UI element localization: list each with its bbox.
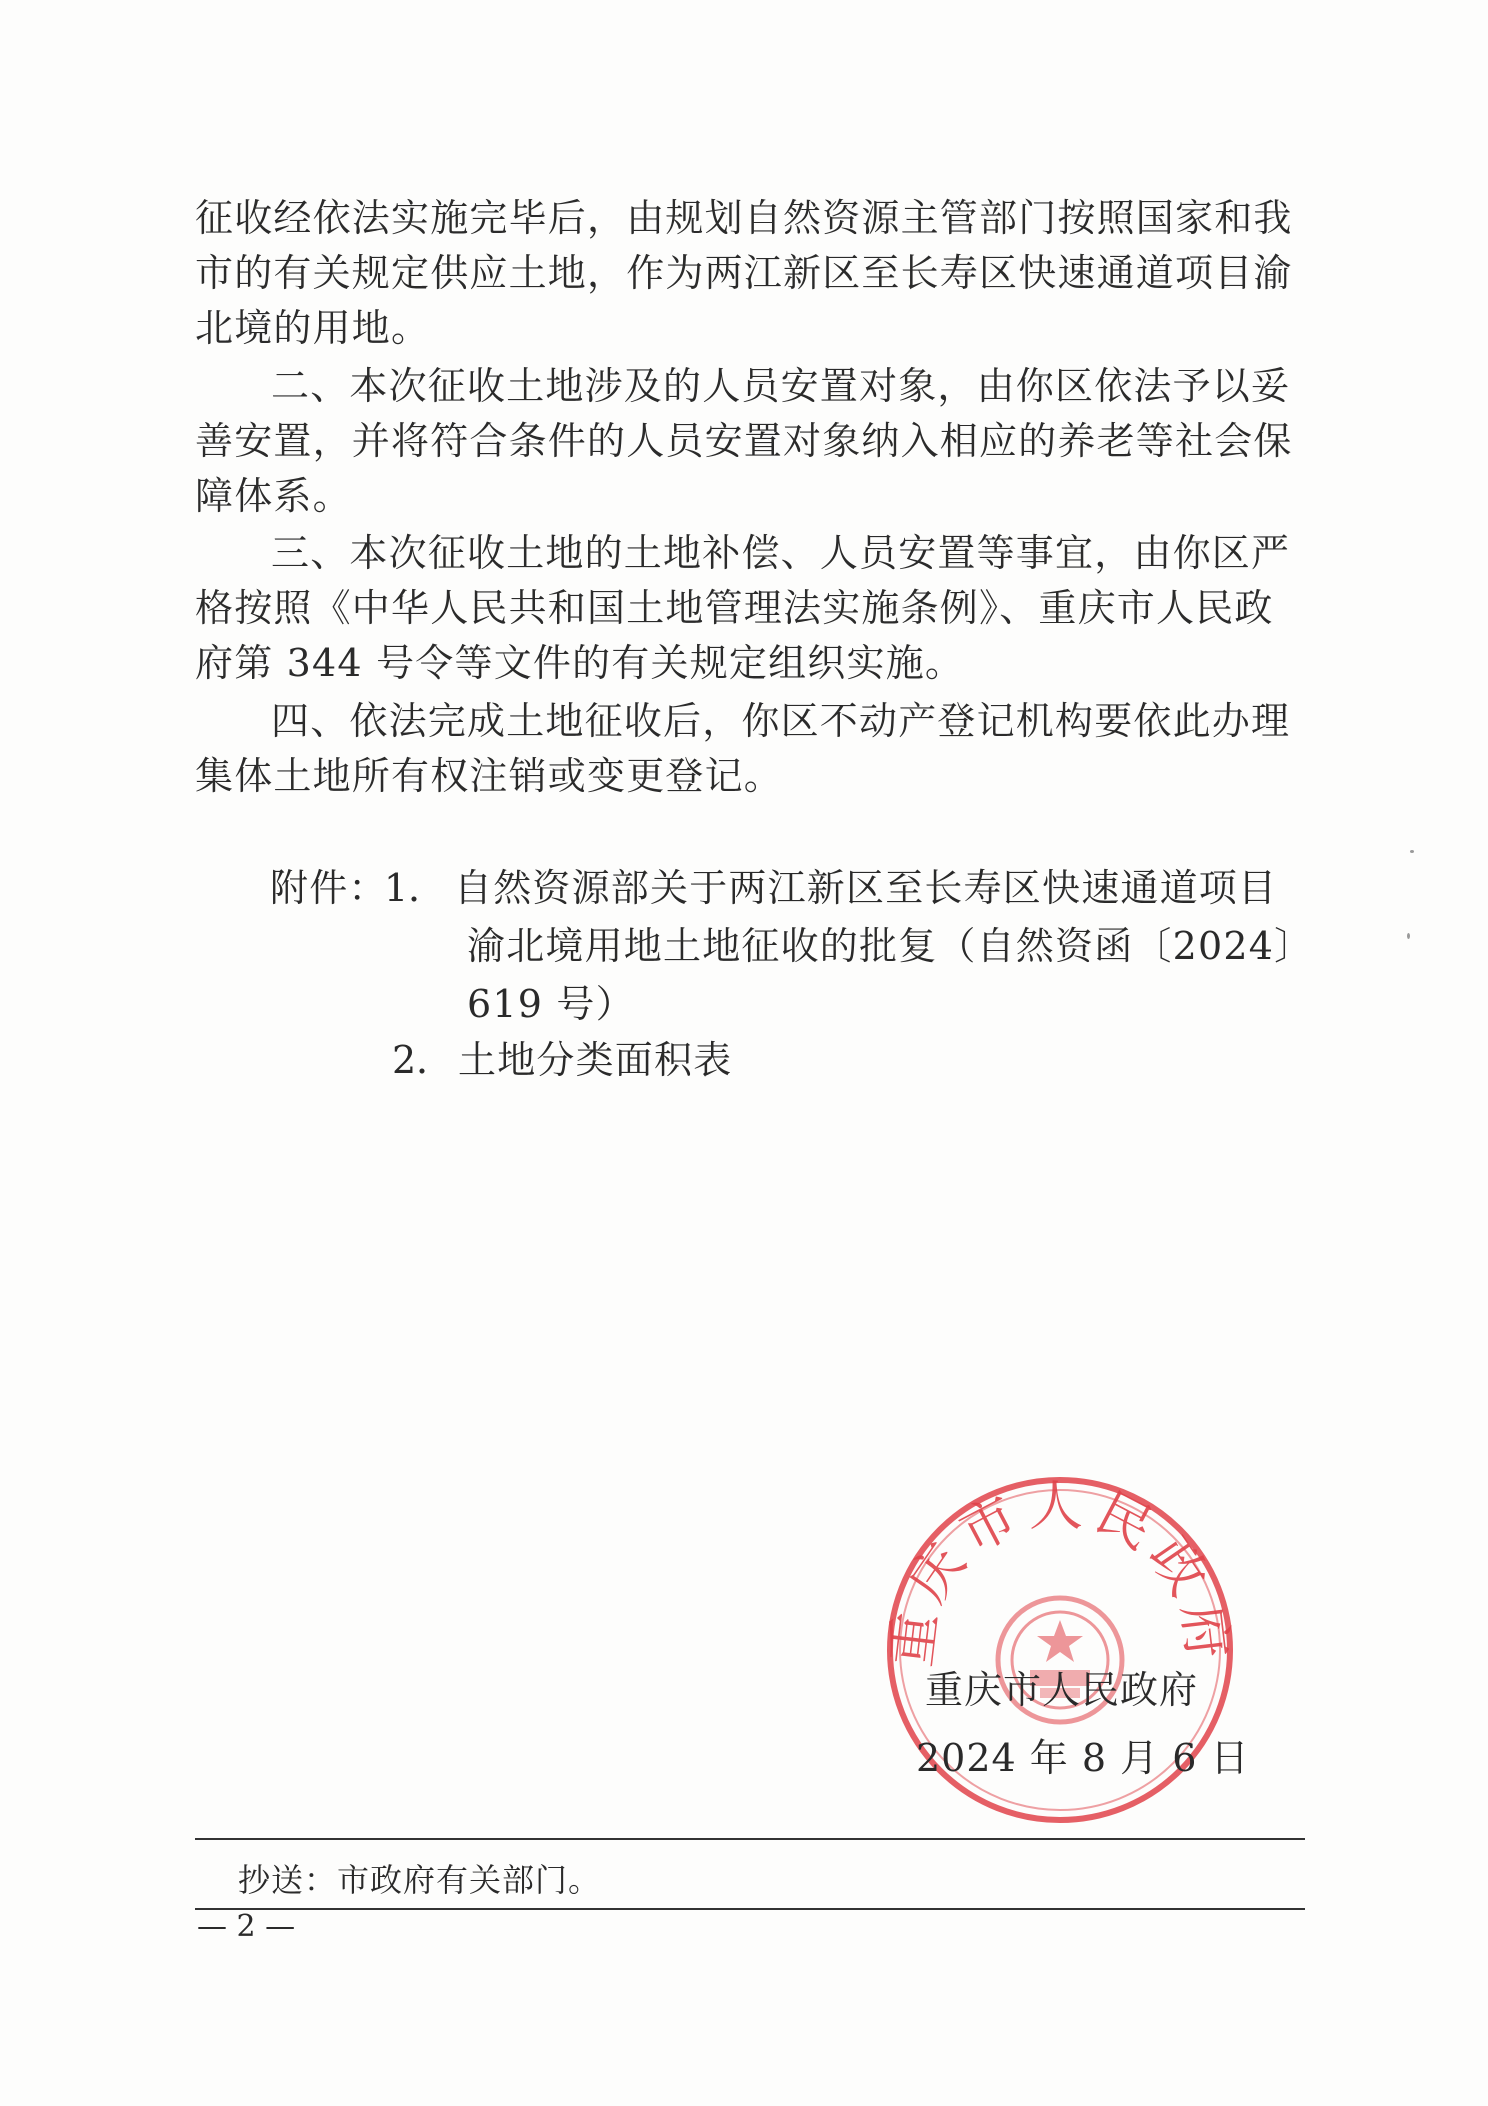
scan-speck xyxy=(1410,850,1414,853)
attachment-line: 渝北境用地土地征收的批复（自然资函〔2024〕 xyxy=(467,924,1314,968)
attachment-line: 619 号） xyxy=(467,982,635,1026)
body-line: 四、依法完成土地征收后，你区不动产登记机构要依此办理 xyxy=(271,699,1291,743)
scan-speck xyxy=(1407,933,1410,939)
body-line: 障体系。 xyxy=(195,474,352,518)
signing-organization: 重庆市人民政府 xyxy=(925,1668,1199,1712)
body-line: 三、本次征收土地的土地补偿、人员安置等事宜，由你区严 xyxy=(271,531,1291,575)
attachment-number: 1． xyxy=(384,866,447,910)
body-line: 征收经依法实施完毕后，由规划自然资源主管部门按照国家和我 xyxy=(195,196,1293,240)
attachment-line: 自然资源部关于两江新区至长寿区快速通道项目 xyxy=(454,866,1278,910)
attachment-number: 2． xyxy=(392,1038,455,1082)
body-line: 集体土地所有权注销或变更登记。 xyxy=(195,754,784,798)
body-line: 府第 344 号令等文件的有关规定组织实施。 xyxy=(195,641,965,685)
attachment-label: 附件： xyxy=(270,866,388,910)
signing-date: 2024 年 8 月 6 日 xyxy=(916,1736,1250,1780)
body-line: 北境的用地。 xyxy=(195,306,431,350)
cc-line: 抄送：市政府有关部门。 xyxy=(238,1861,602,1899)
body-line: 市的有关规定供应土地，作为两江新区至长寿区快速通道项目渝 xyxy=(195,251,1293,295)
attachment-line: 土地分类面积表 xyxy=(458,1038,733,1082)
footer-bottom-rule xyxy=(195,1908,1305,1910)
body-line: 二、本次征收土地涉及的人员安置对象，由你区依法予以妥 xyxy=(271,364,1291,408)
page-number: — 2 — xyxy=(197,1909,296,1944)
body-line: 善安置，并将符合条件的人员安置对象纳入相应的养老等社会保 xyxy=(195,419,1293,463)
body-line: 格按照《中华人民共和国土地管理法实施条例》、重庆市人民政 xyxy=(195,586,1274,630)
seal-text: 重庆市人民政府 xyxy=(880,1474,1240,1670)
footer-top-rule xyxy=(195,1838,1305,1840)
